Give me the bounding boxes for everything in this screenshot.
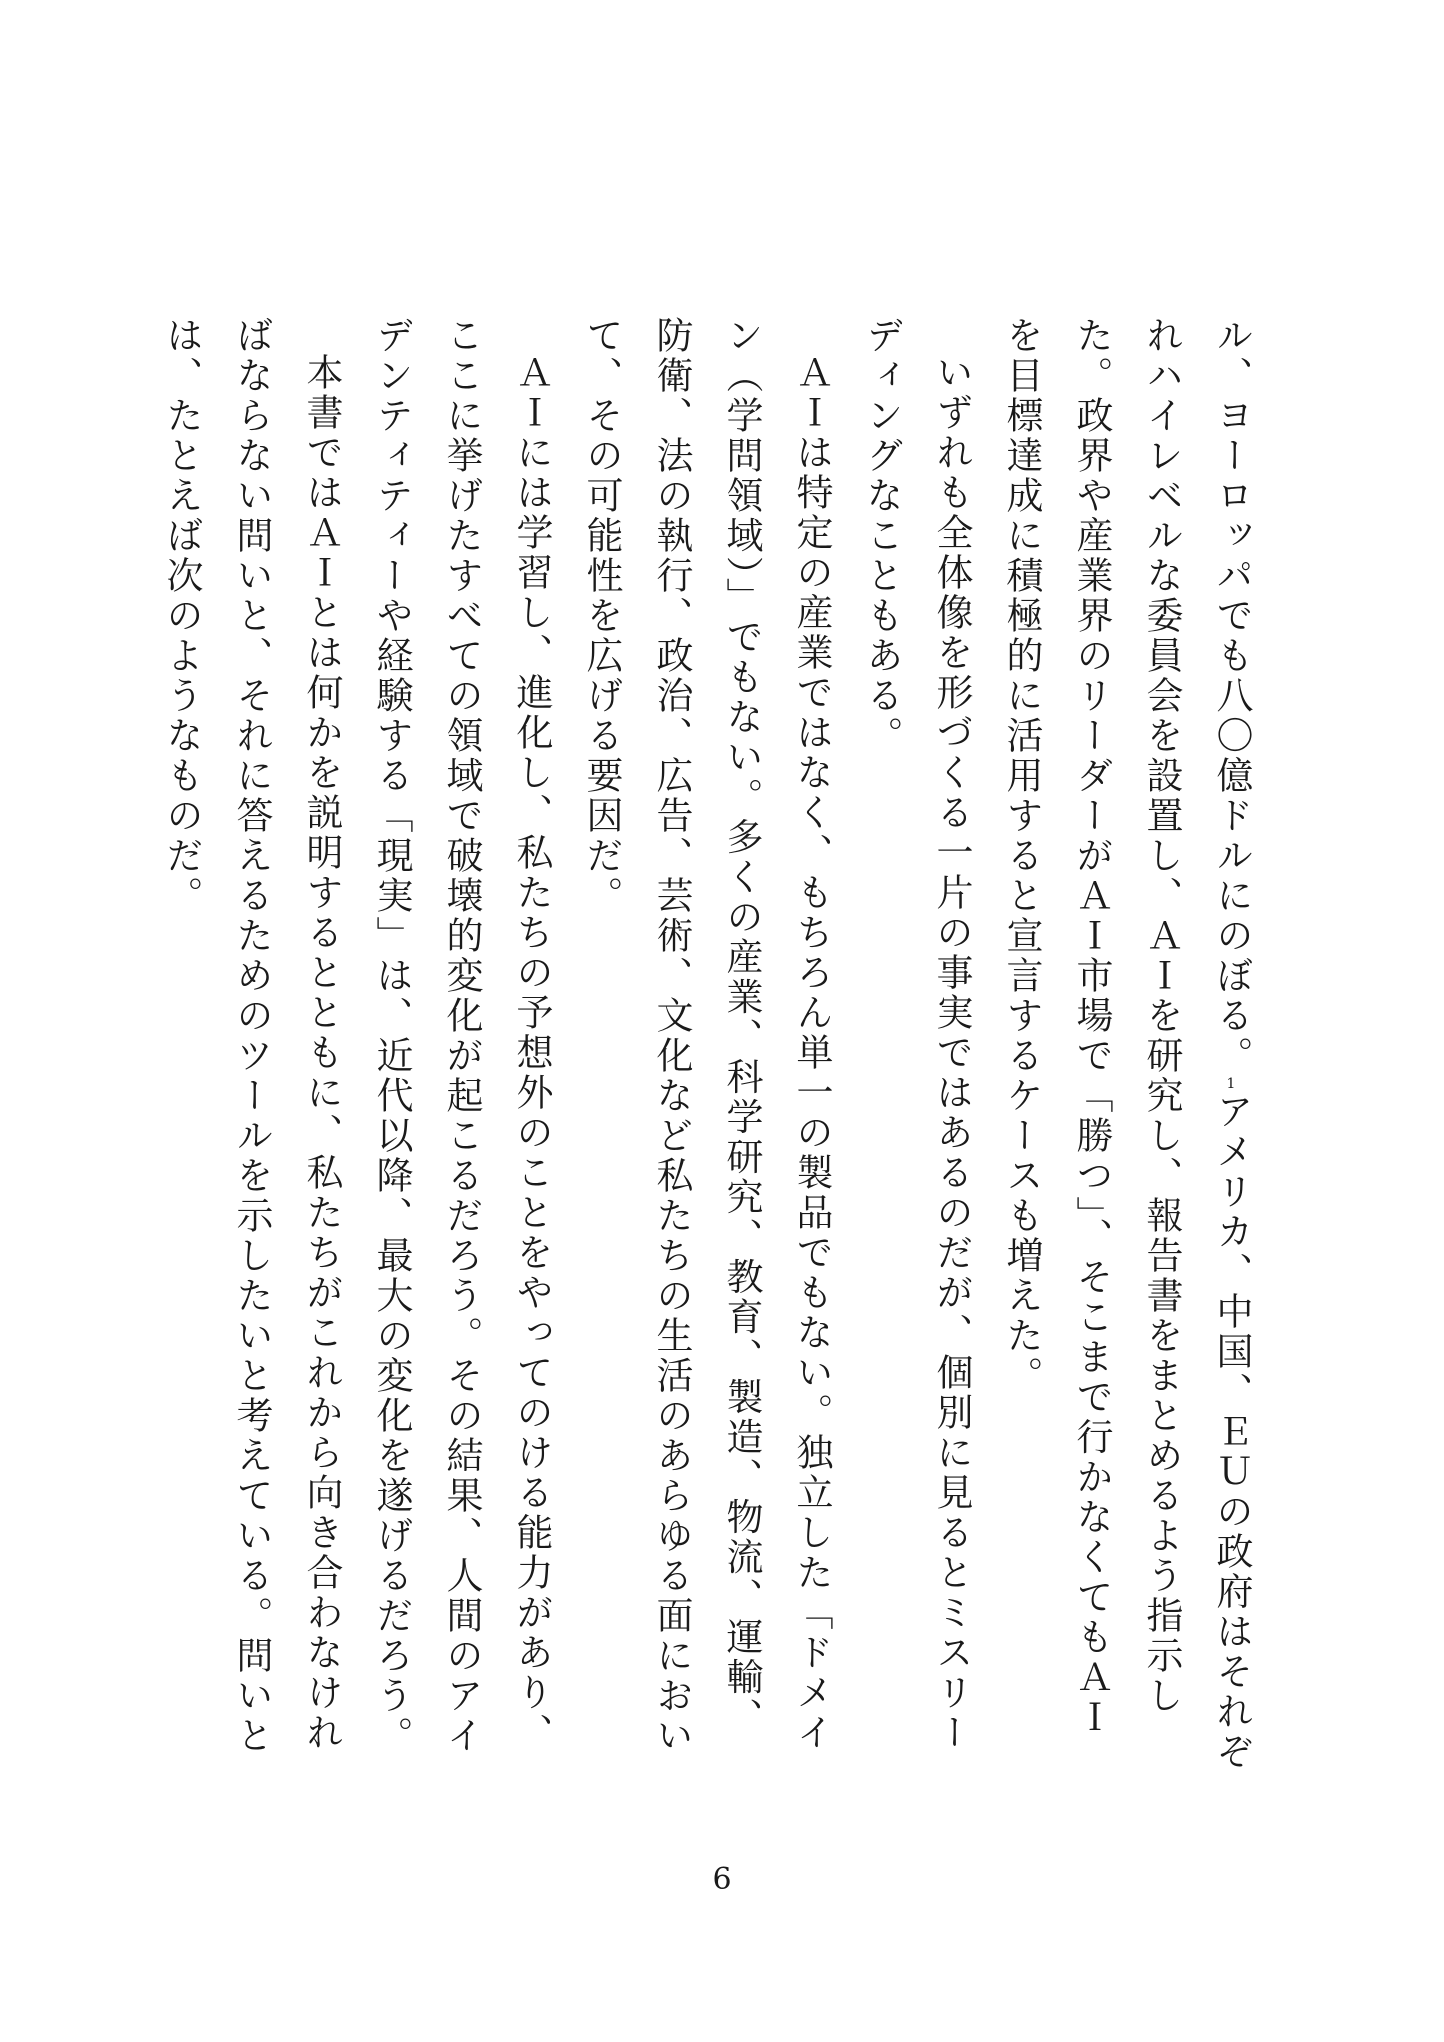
paragraph-1-text-b: アメリカ、中国、ＥＵの政府はそれぞれハイレベルな委員会を設置し、ＡＩを研究し、報告書をまとめるよう指示した。政界や産業界のリーダーがＡＩ市場で「勝つ」、そこまで行かなくてもＡＩを目標達成に積極的に活用すると宣言するケースも増えた。 [1000, 316, 1253, 1772]
vertical-text-body [160, 316, 1266, 1776]
paragraph-1 [986, 316, 1266, 1776]
paragraph-1-text-a: ル、ヨーロッパでも八〇億ドルにのぼる。 [1210, 316, 1253, 1076]
footnote-reference[interactable]: 1 [1223, 1076, 1239, 1092]
paragraph-3: ＡＩは特定の産業ではなく、もちろん単一の製品でもない。独立した「ドメイン（学問領域）」でもない。多くの産業、科学研究、教育、製造、物流、運輸、防衛、法の執行、政治、広告、芸術、文化など私たちの生活のあらゆる面において、その可能性を広げる要因だ。 [580, 316, 833, 1756]
page-number: 6 [712, 1862, 732, 1897]
paragraph-4: ＡＩには学習し、進化し、私たちの予想外のことをやってのける能力があり、ここに挙げたすべての領域で破壊的変化が起こるだろう。その結果、人間のアイデンティティーや経験する「現実」は、近代以降、最大の変化を遂げるだろう。 [370, 316, 553, 1756]
paragraph-2: いずれも全体像を形づくる一片の事実ではあるのだが、個別に見るとミスリーディングなこともある。 [860, 316, 973, 1753]
paragraph-5: 本書ではＡＩとは何かを説明するとともに、私たちがこれから向き合わなければならない問いと、それに答えるためのツールを示したいと考えている。問いとは、たとえば次のようなものだ。 [160, 316, 343, 1756]
